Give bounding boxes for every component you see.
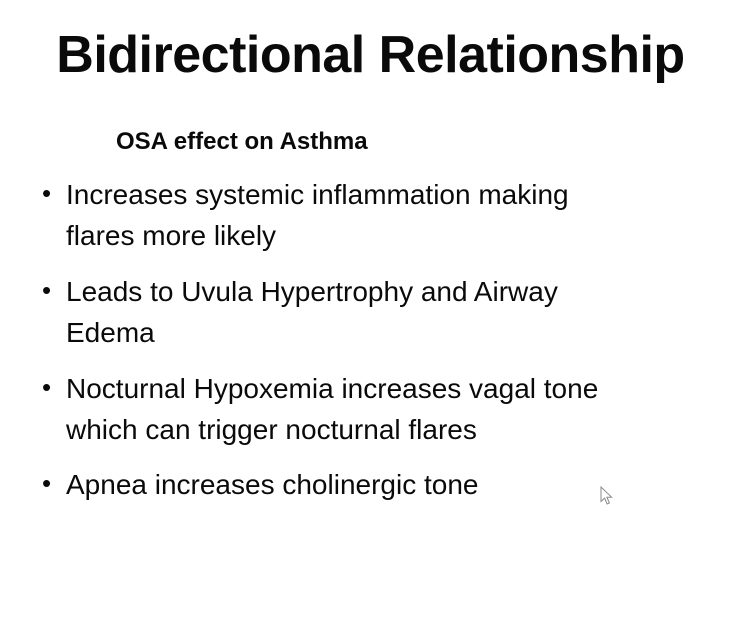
list-item — [42, 368, 701, 451]
page-title: Bidirectional Relationship — [56, 26, 685, 84]
section-subheading: OSA effect on Asthma — [116, 127, 368, 155]
list-item — [42, 464, 701, 505]
list-item-label: Nocturnal Hypoxemia increases vagal tone which can trigger nocturnal flares — [66, 372, 599, 445]
list-item-label: Increases systemic inflammation making flares more likely — [66, 178, 569, 252]
bullet-list — [30, 174, 711, 506]
list-item-label: Apnea increases cholinergic tone — [66, 469, 479, 501]
list-item-label: Leads to Uvula Hypertrophy and Airway Edema — [66, 275, 558, 349]
bullet-point-icon: • — [42, 468, 52, 499]
list-item — [42, 271, 701, 354]
list-item — [42, 174, 701, 257]
bullet-point-icon: • — [42, 274, 52, 305]
bullet-point-icon: • — [42, 177, 52, 208]
bullet-point-icon: • — [42, 371, 52, 402]
